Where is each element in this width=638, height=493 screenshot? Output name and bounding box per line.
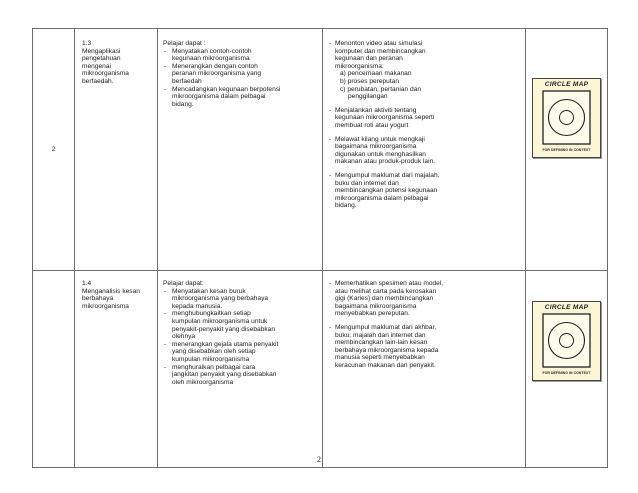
learning-outcomes [158,271,323,468]
outcome-item: - menerangkan gejala utama penyakit yang disebabkan oleh setiap kumpulan mikroorganisma [163,341,318,364]
row-number: 2 [33,29,75,271]
activity-item: - Mengumpul maklumat dari akhbar, buku, majalah dan internet dan membincangkan lain-lain kesan berbahaya mikroorganisma kepada manusia seperti menyebabkan keracunan makanan dan penyakit. [329,324,521,370]
circle-map-icon [542,313,591,368]
objective-line: mikroorganisma [82,302,129,310]
table-row [33,271,608,468]
page-number: 2 [317,455,321,464]
thinking-map-cell [526,29,608,271]
suggested-activities [323,29,526,271]
circle-map-title: CIRCLE MAP [544,304,589,311]
learning-outcomes [158,29,323,271]
activity-item: - Menonton video atau simulasi komputer dan membincangkan kegunaan dan peranan mikroorganisma: a) pencernaan makanan b) proses pereputan c) perubatan, pertanian dan penggilangan [329,40,521,101]
lesson-plan-table [32,28,608,468]
circle-map-icon [542,90,591,145]
objective-line: berfaedah. [82,77,114,85]
activity-item: - Melawat kilang untuk mengkaji bagaimana mikroorganisma digunakan untuk menghasilkan makanan atau produk-produk lain. [329,136,521,166]
outcome-item: - menghubungkaitkan setiap kumpulan mikroorganisma untuk penyakit-penyakit yang disebabkan olehnya [163,310,318,340]
outcome-intro: Pelajar dapat: [163,280,204,287]
objective-line: 1.4 [82,280,92,287]
activity-item: - Menjalankan aktiviti tentang kegunaan mikroorganisma seperti membuat roti atau yogurt [329,107,521,130]
objective-line: 1.3 [82,40,92,47]
objective-line: berbahaya [82,295,114,303]
outcome-item: - Menerangkan dengan contoh peranan mikroorganisma yang berfaedah [163,63,318,86]
activity-item: - Memerhatikan spesimen atau model, atau melihat carta pada kerosakan gigi (Karies) dan membincangkan bagaimana mikroorganisma menyebabkan pereputan. [329,280,521,318]
thinking-map-cell [526,271,608,468]
objective-line: pengetahuan [82,55,121,63]
circle-map-card [532,301,601,381]
circle-map-footer: FOR DEFINING IN CONTEXT [542,148,591,153]
activity-item: - Mengumpul maklumat dari majalah, buku dan internet dan membincangkan potensi kegunaan mikroorganisma dalam pelbagai bidang. [329,172,521,210]
outcome-item: - Menyatakan contoh-contoh kegunaan mikroorganisma [163,48,318,63]
outcome-item: - Mencadangkan kegunaan berpotensi mikroorganisma dalam pelbagai bidang. [163,86,318,109]
circle-map-footer: FOR DEFINING IN CONTEXT [542,371,591,376]
activity-sublist: a) pencernaan makanan b) proses pereputan c) perubatan, pertanian dan penggilangan [340,70,422,101]
row-number [33,271,75,468]
outcome-intro: Pelajar dapat : [163,40,206,47]
suggested-activities [323,271,526,468]
outcome-item: - Menyatakan kesan buruk mikroorganisma yang berbahaya kepada manusia. [163,288,318,311]
objective-line: Mengaplikasi [82,47,121,55]
learning-objective [75,29,158,271]
objective-line: mengenai [82,62,111,70]
learning-objective [75,271,158,468]
circle-map-card [532,78,601,158]
objective-line: Menganalisis kesan [82,287,140,295]
objective-line: mikroorganisma [82,70,129,78]
circle-map-title: CIRCLE MAP [544,81,589,88]
table-row [33,29,608,271]
outcome-item: - menghuraikan pelbagai cara jangkitan penyakit yang disebabkan oleh mikroorganisma [163,364,318,387]
